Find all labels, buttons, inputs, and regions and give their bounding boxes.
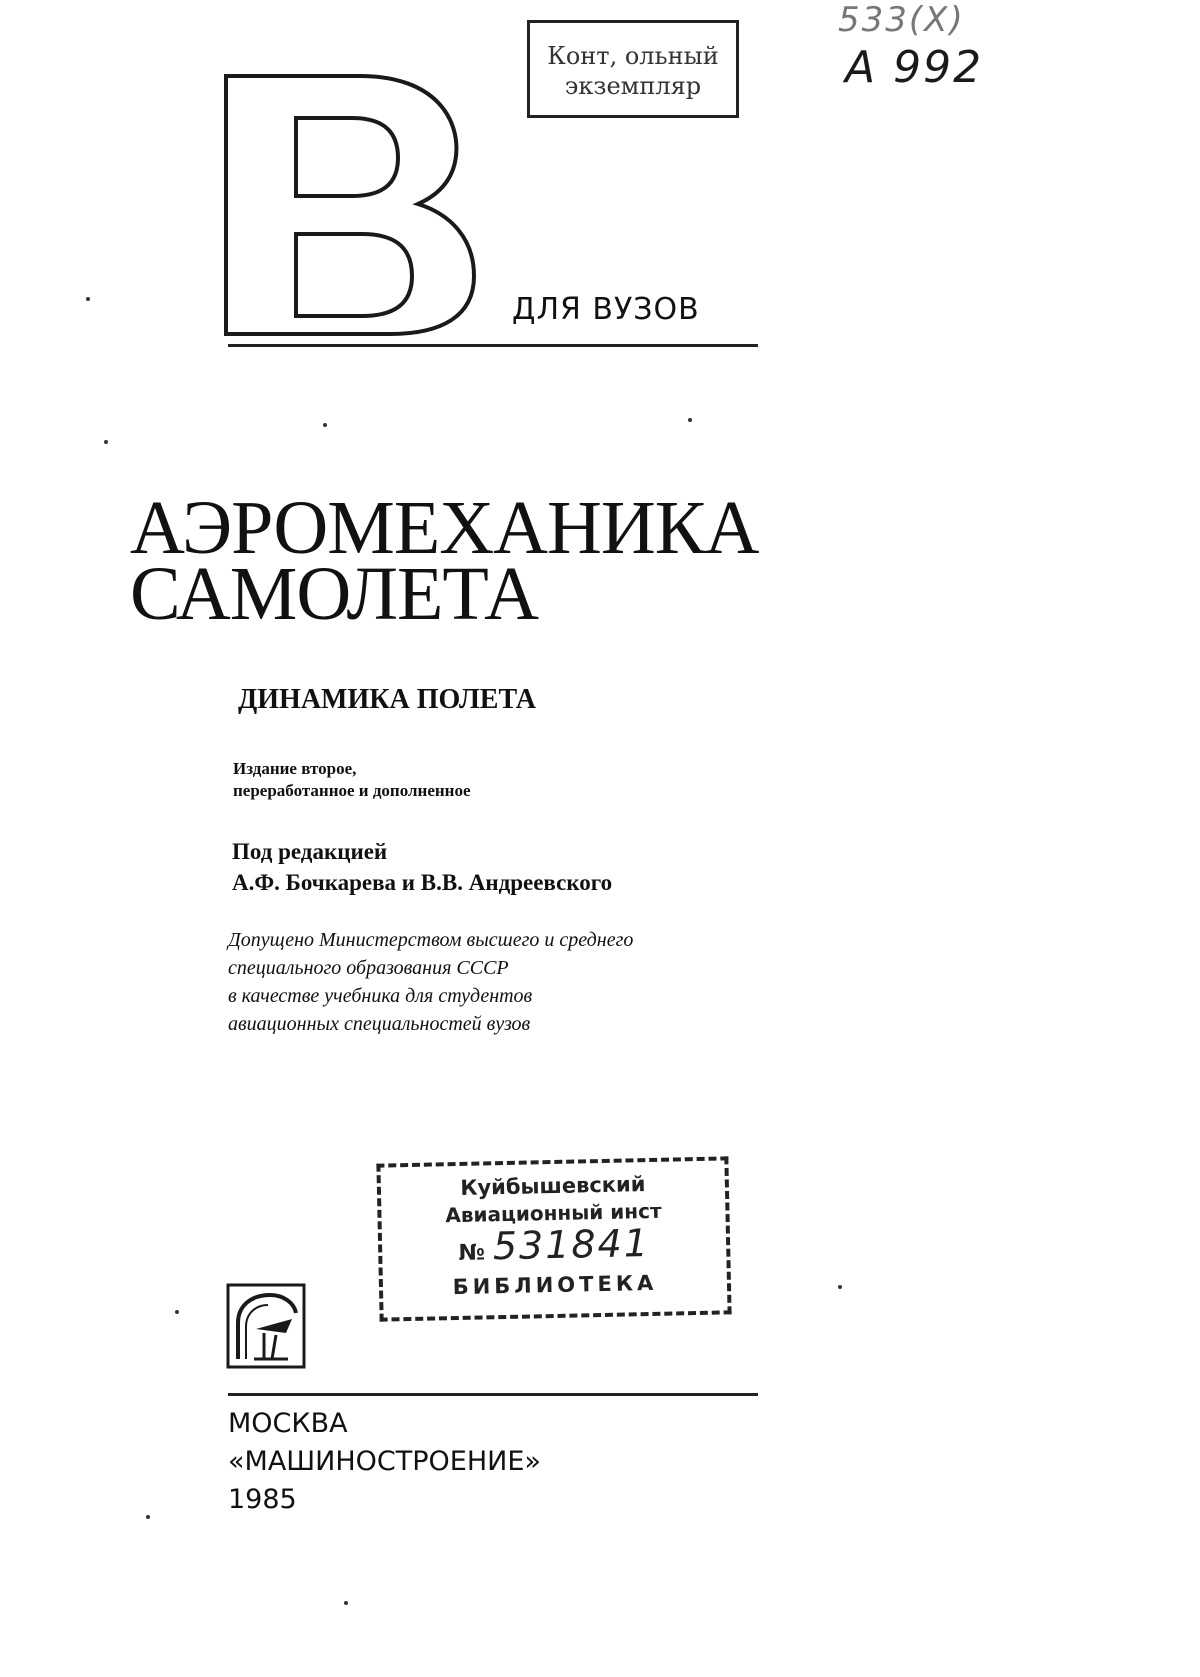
scan-speck [688,418,692,422]
imprint-publisher: «МАШИНОСТРОЕНИЕ» [228,1446,541,1477]
top-stamp-line2: экземпляр [564,72,702,100]
scan-speck [344,1601,348,1605]
library-stamp [376,1156,731,1321]
library-stamp-line4: БИБЛИОТЕКА [452,1270,658,1300]
imprint-city: МОСКВА [228,1408,348,1439]
approval-line2: специального образования СССР [228,957,509,979]
library-stamp-line2: Авиационный инст [445,1198,662,1228]
approval-line3: в качестве учебника для студентов [228,985,533,1007]
top-stamp-line1: Конт, ольный [547,42,719,70]
edition-note [233,758,471,802]
scan-speck [86,297,90,301]
top-stamp [527,20,739,118]
edition-line2: переработанное и дополненное [233,781,471,800]
imprint-block [228,1405,541,1519]
library-stamp-number-row [382,1222,727,1274]
series-label: ДЛЯ ВУЗОВ [512,292,700,327]
approval-note [228,926,633,1038]
editors-line2: А.Ф. Бочкарева и В.В. Андреевского [232,870,613,895]
publisher-emblem-icon [226,1283,306,1369]
bottom-divider [228,1393,758,1396]
scan-speck [104,440,108,444]
imprint-year: 1985 [228,1484,297,1515]
library-stamp-number: 531841 [492,1220,651,1269]
approval-line4: авиационных специальностей вузов [228,1013,531,1035]
top-divider [228,344,758,347]
editors-block [232,836,612,898]
book-subtitle: ДИНАМИКА ПОЛЕТА [238,684,536,715]
letter-b-series-icon [222,72,478,336]
approval-line1: Допущено Министерством высшего и среднего [228,929,634,951]
editors-line1: Под редакцией [232,839,388,864]
library-stamp-number-prefix: № [458,1240,486,1267]
edition-line1: Издание второе, [233,759,357,778]
scan-speck [175,1310,179,1314]
book-title [130,486,759,636]
book-title-line1: АЭРОМЕХАНИКА [130,486,759,570]
shelf-number: А 992 [845,42,984,93]
scan-speck [838,1285,842,1289]
scan-speck [323,423,327,427]
shelf-code: 533(Х) [838,0,965,40]
scan-speck [146,1515,150,1519]
library-stamp-line1: Куйбышевский [460,1172,646,1200]
book-title-line2: САМОЛЕТА [130,552,538,636]
